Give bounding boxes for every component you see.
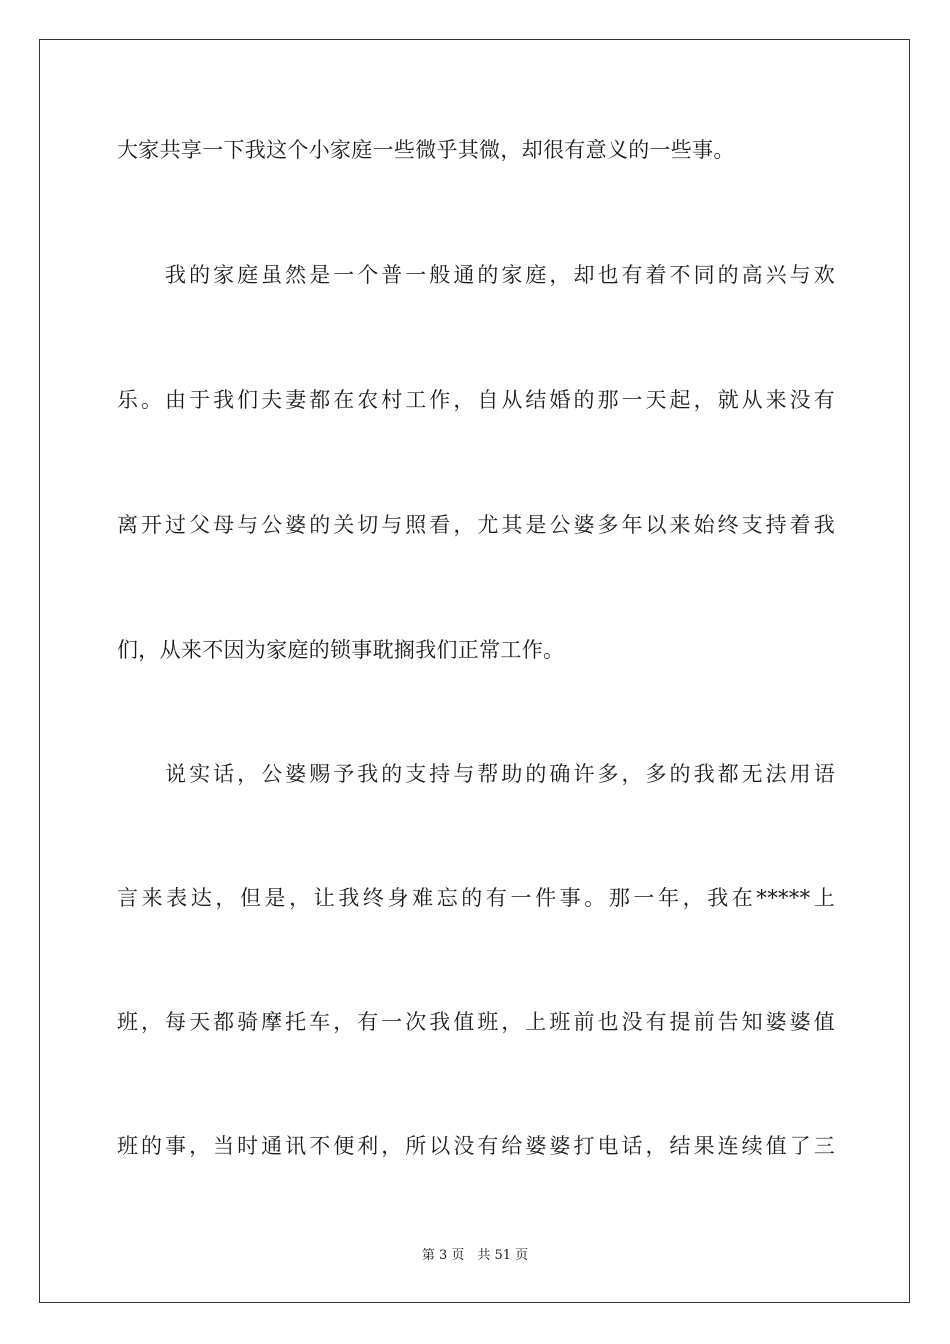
text-line-2: 我的家庭虽然是一个普一般通的家庭，却也有着不同的高兴与欢 <box>117 263 835 287</box>
text-line-5: 们，从来不因为家庭的锁事耽搁我们正常工作。 <box>117 638 565 662</box>
text-line-9: 班的事，当时通讯不便利，所以没有给婆婆打电话，结果连续值了三 <box>117 1134 835 1158</box>
total-pages: 共 51 页 <box>477 1248 529 1263</box>
text-line-3: 乐。由于我们夫妻都在农村工作，自从结婚的那一天起，就从来没有 <box>117 388 835 412</box>
page-frame <box>39 39 910 1303</box>
text-line-7: 言来表达，但是，让我终身难忘的有一件事。那一年，我在*****上 <box>117 886 835 910</box>
text-line-8: 班，每天都骑摩托车，有一次我值班，上班前也没有提前告知婆婆值 <box>117 1010 835 1034</box>
text-line-1: 大家共享一下我这个小家庭一些微乎其微，却很有意义的一些事。 <box>117 138 735 162</box>
text-line-6: 说实话，公婆赐予我的支持与帮助的确许多，多的我都无法用语 <box>117 762 835 786</box>
text-line-4: 离开过父母与公婆的关切与照看，尤其是公婆多年以来始终支持着我 <box>117 513 835 537</box>
page-number: 第 3 页 <box>421 1248 465 1263</box>
page-footer <box>0 1247 950 1265</box>
